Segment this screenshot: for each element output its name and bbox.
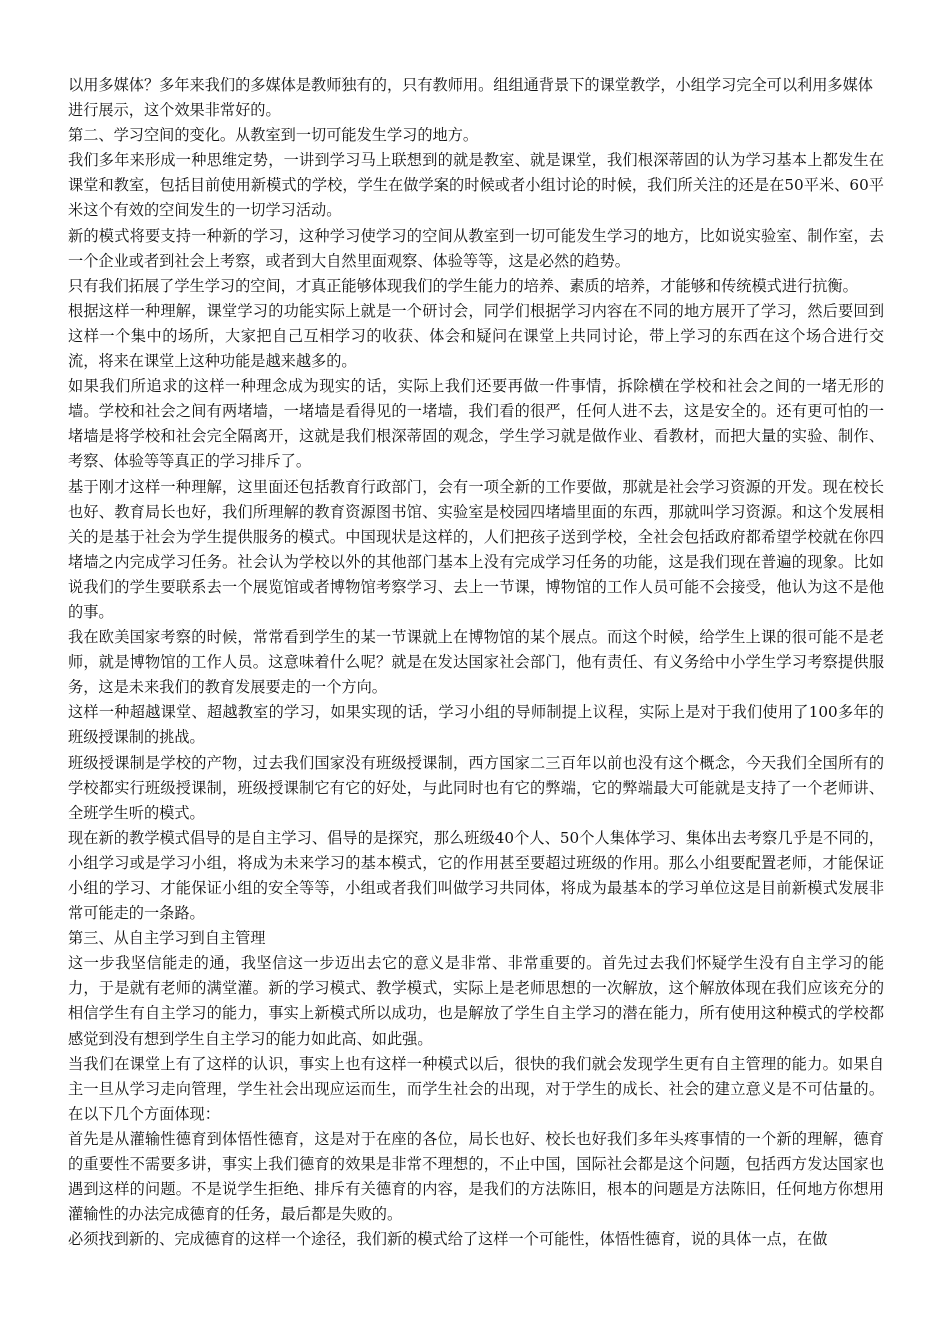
body-paragraph: 必须找到新的、完成德育的这样一个途径，我们新的模式给了这样一个可能性，体悟性德育，说的具体一点，在做 xyxy=(68,1230,828,1249)
body-paragraph: 以用多媒体？多年来我们的多媒体是教师独有的，只有教师用。组组通背景下的课堂教学，小组学习完全可以利用多媒体进行展示，这个效果非常好的。 xyxy=(68,76,873,120)
body-paragraph: 当我们在课堂上有了这样的认识，事实上也有这样一种模式以后，很快的我们就会发现学生更有自主管理的能力。如果自主一旦从学习走向管理，学生社会出现应运而生，而学生社会的出现，对于学生的成长、社会的建立意义是不可估量的。在以下几个方面体现： xyxy=(68,1054,884,1123)
body-paragraph: 基于刚才这样一种理解，这里面还包括教育行政部门，会有一项全新的工作要做，那就是社会学习资源的开发。现在校长也好、教育局长也好，我们所理解的教育资源图书馆、实验室是校园四堵墙里面的东西，那就叫学习资源。和这个发展相关的是基于社会为学生提供服务的模式。中国现状是这样的，人们把孩子送到学校，全社会包括政府都希望学校就在你四堵墙之内完成学习任务。社会认为学校以外的其他部门基本上没有完成学习任务的功能，这是我们现在普遍的现象。比如说我们的学生要联系去一个展览馆或者博物馆考察学习、去上一节课，博物馆的工作人员可能不会接受，他认为这不是他的事。 xyxy=(68,477,884,621)
body-paragraph: 现在新的教学模式倡导的是自主学习、倡导的是探究，那么班级40个人、50个人集体学习、集体出去考察几乎是不同的，小组学习或是学习小组，将成为未来学习的基本模式，它的作用甚至要超过班级的作用。那么小组要配置老师，才能保证小组的学习、才能保证小组的安全等等，小组或者我们叫做学习共同体，将成为最基本的学习单位这是目前新模式发展非常可能走的一条路。 xyxy=(68,828,884,923)
body-paragraph: 如果我们所追求的这样一种理念成为现实的话，实际上我们还要再做一件事情，拆除横在学校和社会之间的一堵无形的墙。学校和社会之间有两堵墙，一堵墙是看得见的一堵墙，我们看的很严，任何人进不去，这是安全的。还有更可怕的一堵墙是将学校和社会完全隔离开，这就是我们根深蒂固的观念，学生学习就是做作业、看教材，而把大量的实验、制作、考察、体验等等真正的学习排斥了。 xyxy=(68,377,884,471)
body-paragraph: 我在欧美国家考察的时候，常常看到学生的某一节课就上在博物馆的某个展点。而这个时候，给学生上课的很可能不是老师，就是博物馆的工作人员。这意味着什么呢？就是在发达国家社会部门，他有责任、有义务给中小学生学习考察提供服务，这是未来我们的教育发展要走的一个方向。 xyxy=(68,628,884,697)
body-paragraph: 根据这样一种理解，课堂学习的功能实际上就是一个研讨会，同学们根据学习内容在不同的地方展开了学习，然后要回到这样一个集中的场所，大家把自己互相学习的收获、体会和疑问在课堂上共同讨论，带上学习的东西在这个场合进行交流，将来在课堂上这种功能是越来越多的。 xyxy=(68,301,884,371)
body-paragraph: 我们多年来形成一种思维定势，一讲到学习马上联想到的就是教室、就是课堂，我们根深蒂固的认为学习基本上都发生在课堂和教室，包括目前使用新模式的学校，学生在做学案的时候或者小组讨论的时候，我们所关注的还是在50平米、60平米这个有效的空间发生的一切学习活动。 xyxy=(68,151,884,220)
section-heading-3: 第三、从自主学习到自主管理 xyxy=(68,929,266,948)
body-paragraph: 首先是从灌输性德育到体悟性德育，这是对于在座的各位，局长也好、校长也好我们多年头疼事情的一个新的理解，德育的重要性不需要多讲，事实上我们德育的效果是非常不理想的，不止中国，国际社会都是这个问题，包括西方发达国家也遇到这样的问题。不是说学生拒绝、排斥有关德育的内容，是我们的方法陈旧，根本的问题是方法陈旧，任何地方你想用灌输性的办法完成德育的任务，最后都是失败的。 xyxy=(68,1129,884,1224)
body-paragraph: 这一步我坚信能走的通，我坚信这一步迈出去它的意义是非常、非常重要的。首先过去我们怀疑学生没有自主学习的能力，于是就有老师的满堂灌。新的学习模式、教学模式，实际上是老师思想的一次解放，这个解放体现在我们应该充分的相信学生有自主学习的能力，事实上新模式所以成功，也是解放了学生自主学习的潜在能力，所有使用这种模式的学校都感觉到没有想到学生自主学习的能力如此高、如此强。 xyxy=(68,954,884,1048)
body-paragraph: 新的模式将要支持一种新的学习，这种学习使学习的空间从教室到一切可能发生学习的地方，比如说实验室、制作室，去一个企业或者到社会上考察，或者到大自然里面观察、体验等等，这是必然的趋势。 xyxy=(68,226,884,270)
section-heading-2: 第二、学习空间的变化。从教室到一切可能发生学习的地方。 xyxy=(68,126,479,145)
body-paragraph: 这样一种超越课堂、超越教室的学习，如果实现的话，学习小组的导师制提上议程，实际上是对于我们使用了100多年的班级授课制的挑战。 xyxy=(68,703,884,747)
body-paragraph: 班级授课制是学校的产物，过去我们国家没有班级授课制，西方国家二三百年以前也没有这个概念，今天我们全国所有的学校都实行班级授课制，班级授课制它有它的好处，与此同时也有它的弊端，它的弊端最大可能就是支持了一个老师讲、全班学生听的模式。 xyxy=(68,753,884,822)
body-paragraph: 只有我们拓展了学生学习的空间，才真正能够体现我们的学生能力的培养、素质的培养，才能够和传统模式进行抗衡。 xyxy=(68,276,858,295)
